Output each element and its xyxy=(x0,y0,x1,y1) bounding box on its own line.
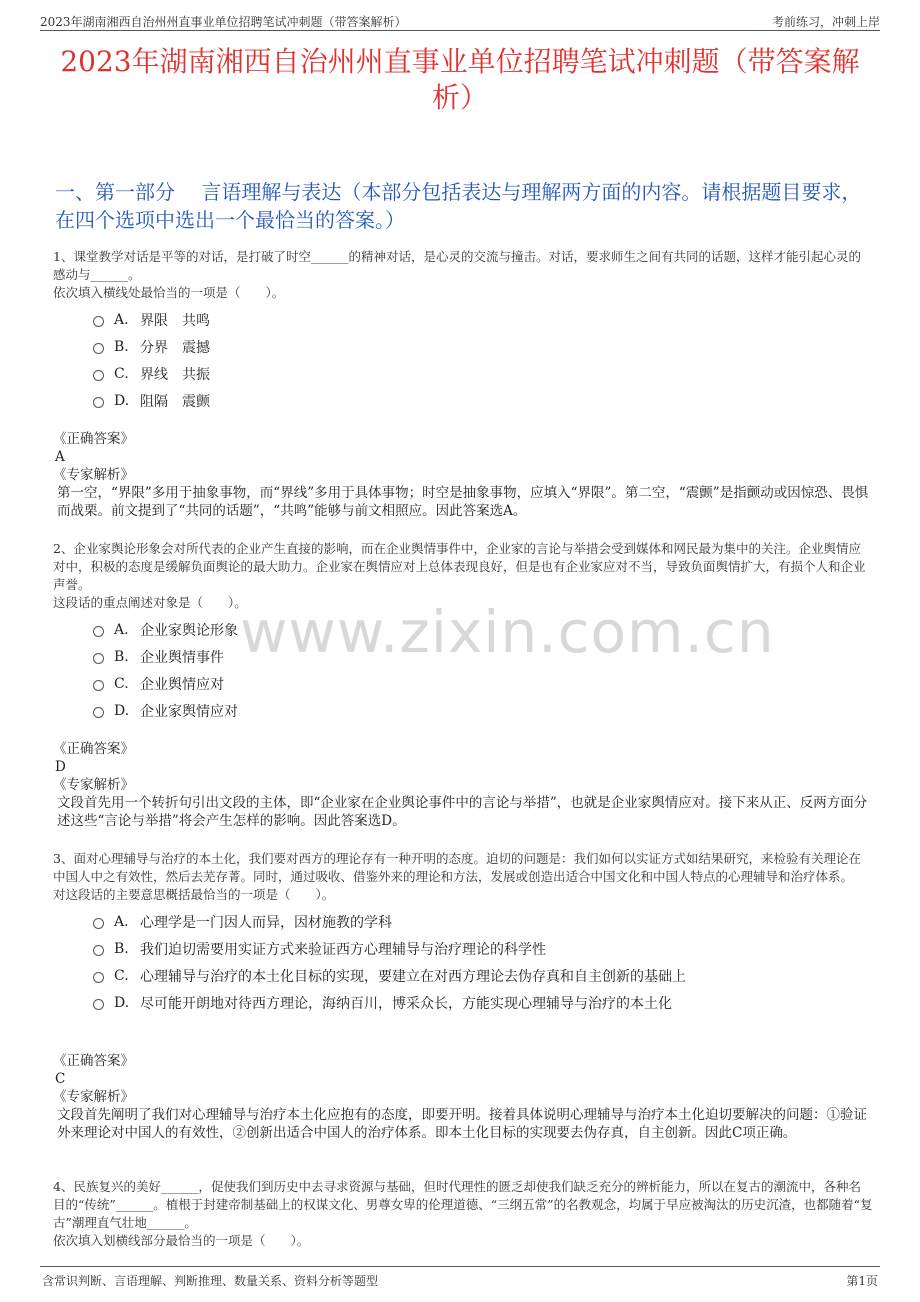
question-prompt: 依次填入横线处最恰当的一项是（ ）。 xyxy=(53,285,285,300)
option-letter: D. xyxy=(114,392,130,409)
option-b[interactable] xyxy=(93,935,873,962)
answer-label: 《正确答案》 xyxy=(53,431,134,447)
options-list xyxy=(93,908,873,1016)
answer-block-1 xyxy=(53,430,873,520)
question-4 xyxy=(53,1178,873,1250)
question-prompt: 对这段话的主要意思概括最恰当的一项是（ ）。 xyxy=(53,887,335,902)
explanation-label: 《专家解析》 xyxy=(53,467,134,483)
option-d[interactable] xyxy=(93,697,873,724)
option-b[interactable] xyxy=(93,643,873,670)
question-stem: 2、企业家舆论形象会对所代表的企业产生直接的影响，而在企业舆情事件中，企业家的言论与举措会受到媒体和网民最为集中的关注。企业舆情应对中，积极的态度是缓解负面舆论的最大助力。企业家在舆情应对上总体表现良好，但是也有企业家应对不当，导致负面舆情扩大，有损个人和企业声誉。 xyxy=(53,541,866,592)
option-text: 我们迫切需要用实证方式来验证西方心理辅导与治疗理论的科学性 xyxy=(140,941,546,958)
option-text: 界限 共鸣 xyxy=(140,312,210,329)
option-letter: A. xyxy=(114,311,129,328)
option-c[interactable] xyxy=(93,962,873,989)
question-stem: 1、课堂教学对话是平等的对话，是打破了时空______的精神对话，是心灵的交流与撞击。对话，要求师生之间有共同的话题，这样才能引起心灵的感动与______。 xyxy=(53,249,861,282)
radio-icon[interactable] xyxy=(93,707,104,718)
explanation-text: 文段首先阐明了我们对心理辅导与治疗本土化应抱有的态度，即要开明。接着具体说明心理辅导与治疗本土化迫切要解决的问题：①验证外来理论对中国人的有效性，②创新出适合中国人的治疗体系。即本土化目标的实现要去伪存真，自主创新。因此C项正确。 xyxy=(57,1107,867,1141)
watermark: www.zixin.com.cn xyxy=(240,598,775,666)
option-a[interactable] xyxy=(93,908,873,935)
radio-icon[interactable] xyxy=(93,945,104,956)
page-footer xyxy=(0,1266,920,1302)
option-text: 界线 共振 xyxy=(140,366,210,383)
answer-value: D xyxy=(55,759,66,775)
page-number: 第1页 xyxy=(846,1274,878,1288)
radio-icon[interactable] xyxy=(93,343,104,354)
header-slogan: 考前练习，冲刺上岸 xyxy=(771,15,880,29)
explanation-text: 文段首先用一个转折句引出文段的主体，即“企业家在企业舆论事件中的言论与举措”，也就是企业家舆情应对。接下来从正、反两方面分述这些“言论与举措”将会产生怎样的影响。因此答案选D。 xyxy=(57,795,868,829)
answer-value: C xyxy=(55,1071,66,1087)
radio-icon[interactable] xyxy=(93,397,104,408)
option-letter: A. xyxy=(114,913,129,930)
question-prompt: 这段话的重点阐述对象是（ ）。 xyxy=(53,595,247,610)
question-3 xyxy=(53,850,873,1016)
option-text: 企业舆情应对 xyxy=(140,676,224,693)
option-text: 企业家舆情应对 xyxy=(140,703,238,720)
option-text: 分界 震撼 xyxy=(140,339,210,356)
radio-icon[interactable] xyxy=(93,680,104,691)
option-letter: B. xyxy=(114,940,129,957)
radio-icon[interactable] xyxy=(93,653,104,664)
page-title: 2023年湖南湘西自治州州直事业单位招聘笔试冲刺题（带答案解析） xyxy=(60,45,860,114)
option-letter: C. xyxy=(114,675,129,692)
option-letter: C. xyxy=(114,365,129,382)
option-text: 心理辅导与治疗的本土化目标的实现，要建立在对西方理论去伪存真和自主创新的基础上 xyxy=(140,968,686,985)
question-stem: 3、面对心理辅导与治疗的本土化，我们要对西方的理论存有一种开明的态度。迫切的问题是：我们如何以实证方式如结果研究，来检验有关理论在中国人中之有效性，然后去芜存菁。同时，通过吸收、借鉴外来的理论和方法，发展或创造出适合中国文化和中国人特点的心理辅导和治疗体系。 xyxy=(53,851,861,884)
option-a[interactable] xyxy=(93,306,873,333)
option-c[interactable] xyxy=(93,360,873,387)
section-heading: 一、第一部分 言语理解与表达（本部分包括表达与理解两方面的内容。请根据题目要求，在四个选项中选出一个最恰当的答案。） xyxy=(55,180,862,232)
answer-block-2 xyxy=(53,740,873,830)
explanation-label: 《专家解析》 xyxy=(53,777,134,793)
question-2 xyxy=(53,540,873,724)
header-doc-title: 2023年湖南湘西自治州州直事业单位招聘笔试冲刺题（带答案解析） xyxy=(40,15,407,29)
option-text: 阻隔 震颤 xyxy=(140,393,210,410)
footer-divider xyxy=(40,1266,880,1267)
option-text: 企业舆情事件 xyxy=(140,649,224,666)
option-letter: C. xyxy=(114,967,129,984)
option-d[interactable] xyxy=(93,387,873,414)
radio-icon[interactable] xyxy=(93,370,104,381)
question-1 xyxy=(53,248,873,414)
options-list xyxy=(93,306,873,414)
option-b[interactable] xyxy=(93,333,873,360)
page-header xyxy=(0,0,920,30)
question-stem: 4、民族复兴的美好______，促使我们到历史中去寻求资源与基础，但时代理性的匮乏却使我们缺乏充分的辨析能力，所以在复古的潮流中，各种名目的“传统”______。植根于封建帝制基础上的权谋文化、男尊女卑的伦理道德、“三纲五常”的名教观念，均属于早应被淘汰的历史沉渣，也都随着“复古”潮理直气壮地______。 xyxy=(53,1179,873,1230)
explanation-label: 《专家解析》 xyxy=(53,1089,134,1105)
answer-label: 《正确答案》 xyxy=(53,741,134,757)
option-letter: B. xyxy=(114,338,129,355)
option-text: 企业家舆论形象 xyxy=(140,622,238,639)
radio-icon[interactable] xyxy=(93,316,104,327)
option-a[interactable] xyxy=(93,616,873,643)
footer-note: 含常识判断、言语理解、判断推理、数量关系、资料分析等题型 xyxy=(42,1274,379,1288)
option-d[interactable] xyxy=(93,989,873,1016)
option-text: 心理学是一门因人而异，因材施教的学科 xyxy=(140,914,392,931)
answer-value: A xyxy=(55,449,65,465)
explanation-text: 第一空，“界限”多用于抽象事物，而“界线”多用于具体事物；时空是抽象事物，应填入“界限”。第二空，“震颤”是指颤动或因惊恐、畏惧而战栗。前文提到了“共同的话题”，“共鸣”能够与前文相照应。因此答案选A。 xyxy=(57,485,869,519)
option-letter: D. xyxy=(114,994,130,1011)
answer-label: 《正确答案》 xyxy=(53,1053,134,1069)
header-divider xyxy=(40,30,880,31)
option-letter: B. xyxy=(114,648,129,665)
answer-block-3 xyxy=(53,1052,873,1142)
radio-icon[interactable] xyxy=(93,626,104,637)
option-text: 尽可能开朗地对待西方理论，海纳百川，博采众长，方能实现心理辅导与治疗的本土化 xyxy=(140,995,672,1012)
options-list xyxy=(93,616,873,724)
option-letter: A. xyxy=(114,621,129,638)
question-prompt: 依次填入划横线部分最恰当的一项是（ ）。 xyxy=(53,1233,310,1248)
option-letter: D. xyxy=(114,702,130,719)
radio-icon[interactable] xyxy=(93,999,104,1010)
radio-icon[interactable] xyxy=(93,918,104,929)
radio-icon[interactable] xyxy=(93,972,104,983)
option-c[interactable] xyxy=(93,670,873,697)
